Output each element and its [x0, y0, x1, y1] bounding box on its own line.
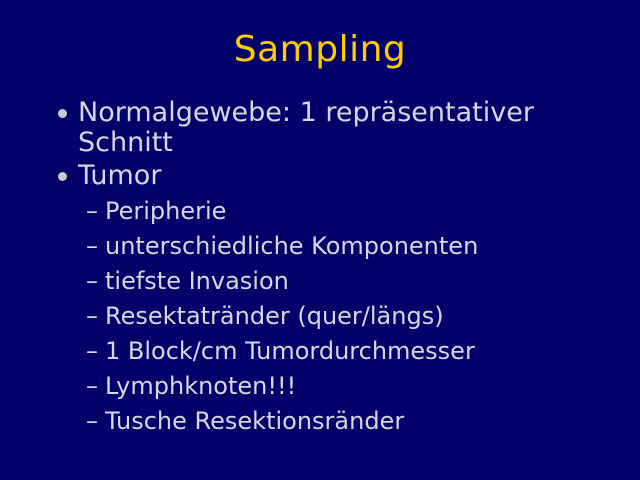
dash-bullet-icon: –: [86, 407, 98, 435]
dash-bullet-icon: –: [86, 337, 98, 365]
sub-bullet-text: 1 Block/cm Tumordurchmesser: [105, 337, 475, 365]
sub-bullet-item: [58, 299, 620, 334]
slide-body: [58, 98, 620, 439]
sub-bullet-list: [58, 194, 620, 439]
dash-bullet-icon: –: [86, 302, 98, 330]
bullet-item-normalgewebe: [58, 98, 566, 158]
sub-bullet-item: [58, 229, 620, 264]
dash-bullet-icon: –: [86, 267, 98, 295]
dash-bullet-icon: –: [86, 197, 98, 225]
bullet-dot-icon: [58, 172, 67, 181]
dash-bullet-icon: –: [86, 372, 98, 400]
sub-bullet-text: Lymphknoten!!!: [105, 372, 297, 400]
sub-bullet-text: unterschiedliche Komponenten: [105, 232, 479, 260]
slide-title: Sampling: [233, 29, 407, 70]
dash-bullet-icon: –: [86, 232, 98, 260]
sub-bullet-text: Tusche Resektionsränder: [105, 407, 405, 435]
sub-bullet-item: [58, 334, 620, 369]
sub-bullet-text: Resektatränder (quer/längs): [105, 302, 444, 330]
bullet-item-tumor: [58, 161, 620, 439]
sub-bullet-item: [58, 264, 620, 299]
bullet-text: Tumor: [78, 160, 162, 191]
sub-bullet-item: [58, 194, 620, 229]
sub-bullet-text: Peripherie: [105, 197, 227, 225]
bullet-dot-icon: [58, 109, 67, 118]
sub-bullet-text: tiefste Invasion: [105, 267, 289, 295]
sub-bullet-item: [58, 404, 620, 439]
bullet-text: Normalgewebe: 1 repräsentativer Schnitt: [78, 97, 534, 158]
sub-bullet-item: [58, 369, 620, 404]
bullet-list: [58, 98, 620, 439]
